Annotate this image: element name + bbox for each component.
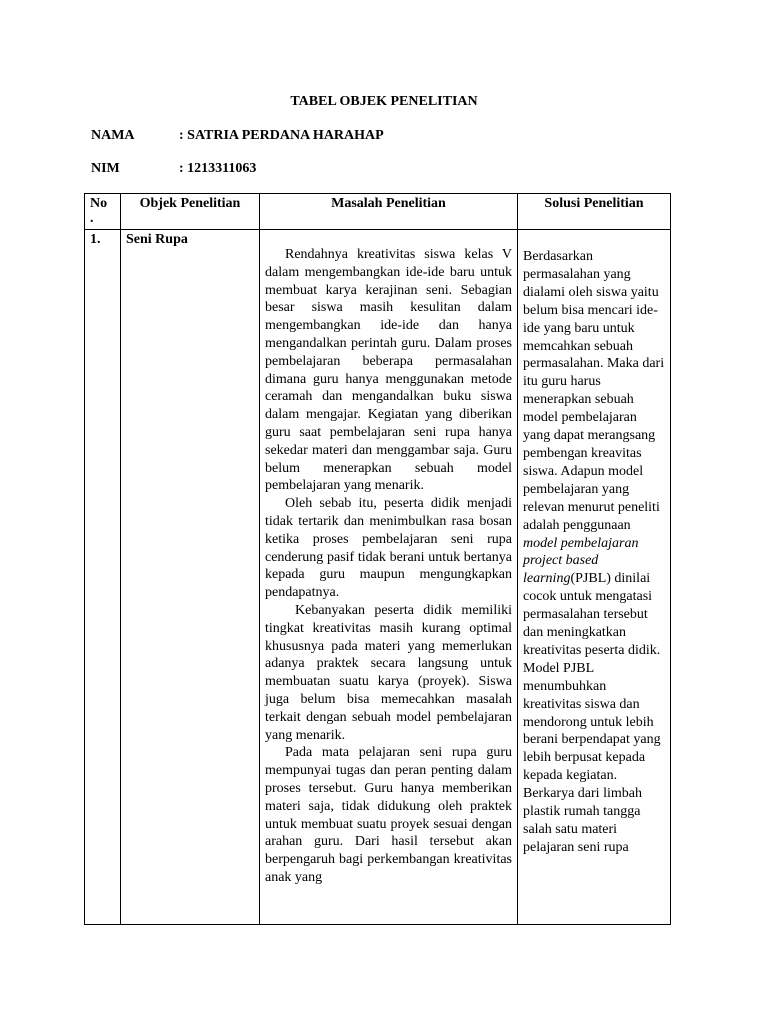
masalah-paragraph: Rendahnya kreativitas siswa kelas V dalam mengembangkan ide-ide baru untuk membuat karya kerajinan seni. Sebagian besar siswa masih kesulitan dalam mengembangkan ide-ide dan hanya mengandalkan perintah guru. Dalam proses pembelajaran beberapa permasalahan dimana guru hanya menggunakan metode ceramah dan mengandalkan buku siswa dalam mengajar. Kegiatan yang diberikan guru saat pembelajaran seni rupa hanya sekedar materi dan menggambar saja. Guru belum menerapkan sebuah model pembelajaran yang menarik.: [265, 247, 512, 494]
page-title: TABEL OBJEK PENELITIAN: [290, 94, 478, 109]
masalah-paragraph: Oleh sebab itu, peserta didik menjadi tidak tertarik dan menimbulkan rasa bosan ketika proses pembelajaran seni rupa cenderung pasif tidak berani untuk bertanya kepada guru maupun mengungkapkan pendapatnya.: [265, 496, 512, 601]
solusi-text-start: Berdasarkan permasalahan yang dialami oleh siswa yaitu belum bisa mencari ide-ide yang baru untuk memcahkan sebuah permasalahan. Maka dari itu guru harus menerapkan sebuah model pembelajaran yang dapat merangsang pembengan kreavitas siswa. Adapun model pembelajaran yang relevan menurut peneliti adalah penggunaan: [523, 249, 665, 533]
solusi-text-end: (PJBL) dinilai cocok untuk mengatasi permasalahan tersebut dan meningkatkan kreativitas peserta didik. Model PJBL menumbuhkan kreativitas siswa dan mendorong untuk lebih berani berpendapat yang lebih berpusat kepada kepada kegiatan. Berkarya dari limbah plastik rumah tangga salah satu materi pelajaran seni rupa: [523, 571, 661, 855]
header-masalah: Masalah Penelitian: [260, 194, 518, 230]
row-solusi: [518, 230, 671, 925]
name-label: NAMA: [91, 128, 135, 143]
masalah-paragraph: Pada mata pelajaran seni rupa guru mempunyai tugas dan peran penting dalam proses tersebut. Guru hanya memberikan materi saja, tidak didukung oleh praktek untuk membuat suatu proyek sesuai dengan arahan guru. Dari hasil tersebut akan berpengaruh bagi perkembangan kreativitas anak yang: [265, 745, 512, 885]
row-objek: Seni Rupa: [121, 230, 260, 925]
name-value: : SATRIA PERDANA HARAHAP: [179, 128, 384, 143]
row-masalah: [260, 230, 518, 925]
header-solusi: Solusi Penelitian: [518, 194, 671, 230]
nim-value: : 1213311063: [179, 161, 257, 176]
solusi-text-italic: model pembelajaran project based learning: [523, 535, 639, 587]
masalah-paragraph: Kebanyakan peserta didik memiliki tingkat kreativitas masih kurang optimal khususnya pada materi yang memerlukan adanya praktek secara langsung untuk membuatan suatu karya (proyek). Siswa juga belum bisa memecahkan masalah terkait dengan sebuah model pembelajaran yang menarik.: [265, 602, 512, 743]
nim-label: NIM: [91, 161, 120, 176]
row-number: 1.: [85, 230, 121, 925]
table-header-row: [85, 194, 671, 230]
header-no: No .: [85, 194, 121, 230]
header-objek: Objek Penelitian: [121, 194, 260, 230]
research-object-table: [84, 193, 671, 925]
nim-line: [91, 161, 256, 177]
name-line: [91, 128, 384, 144]
table-row: [85, 230, 671, 925]
